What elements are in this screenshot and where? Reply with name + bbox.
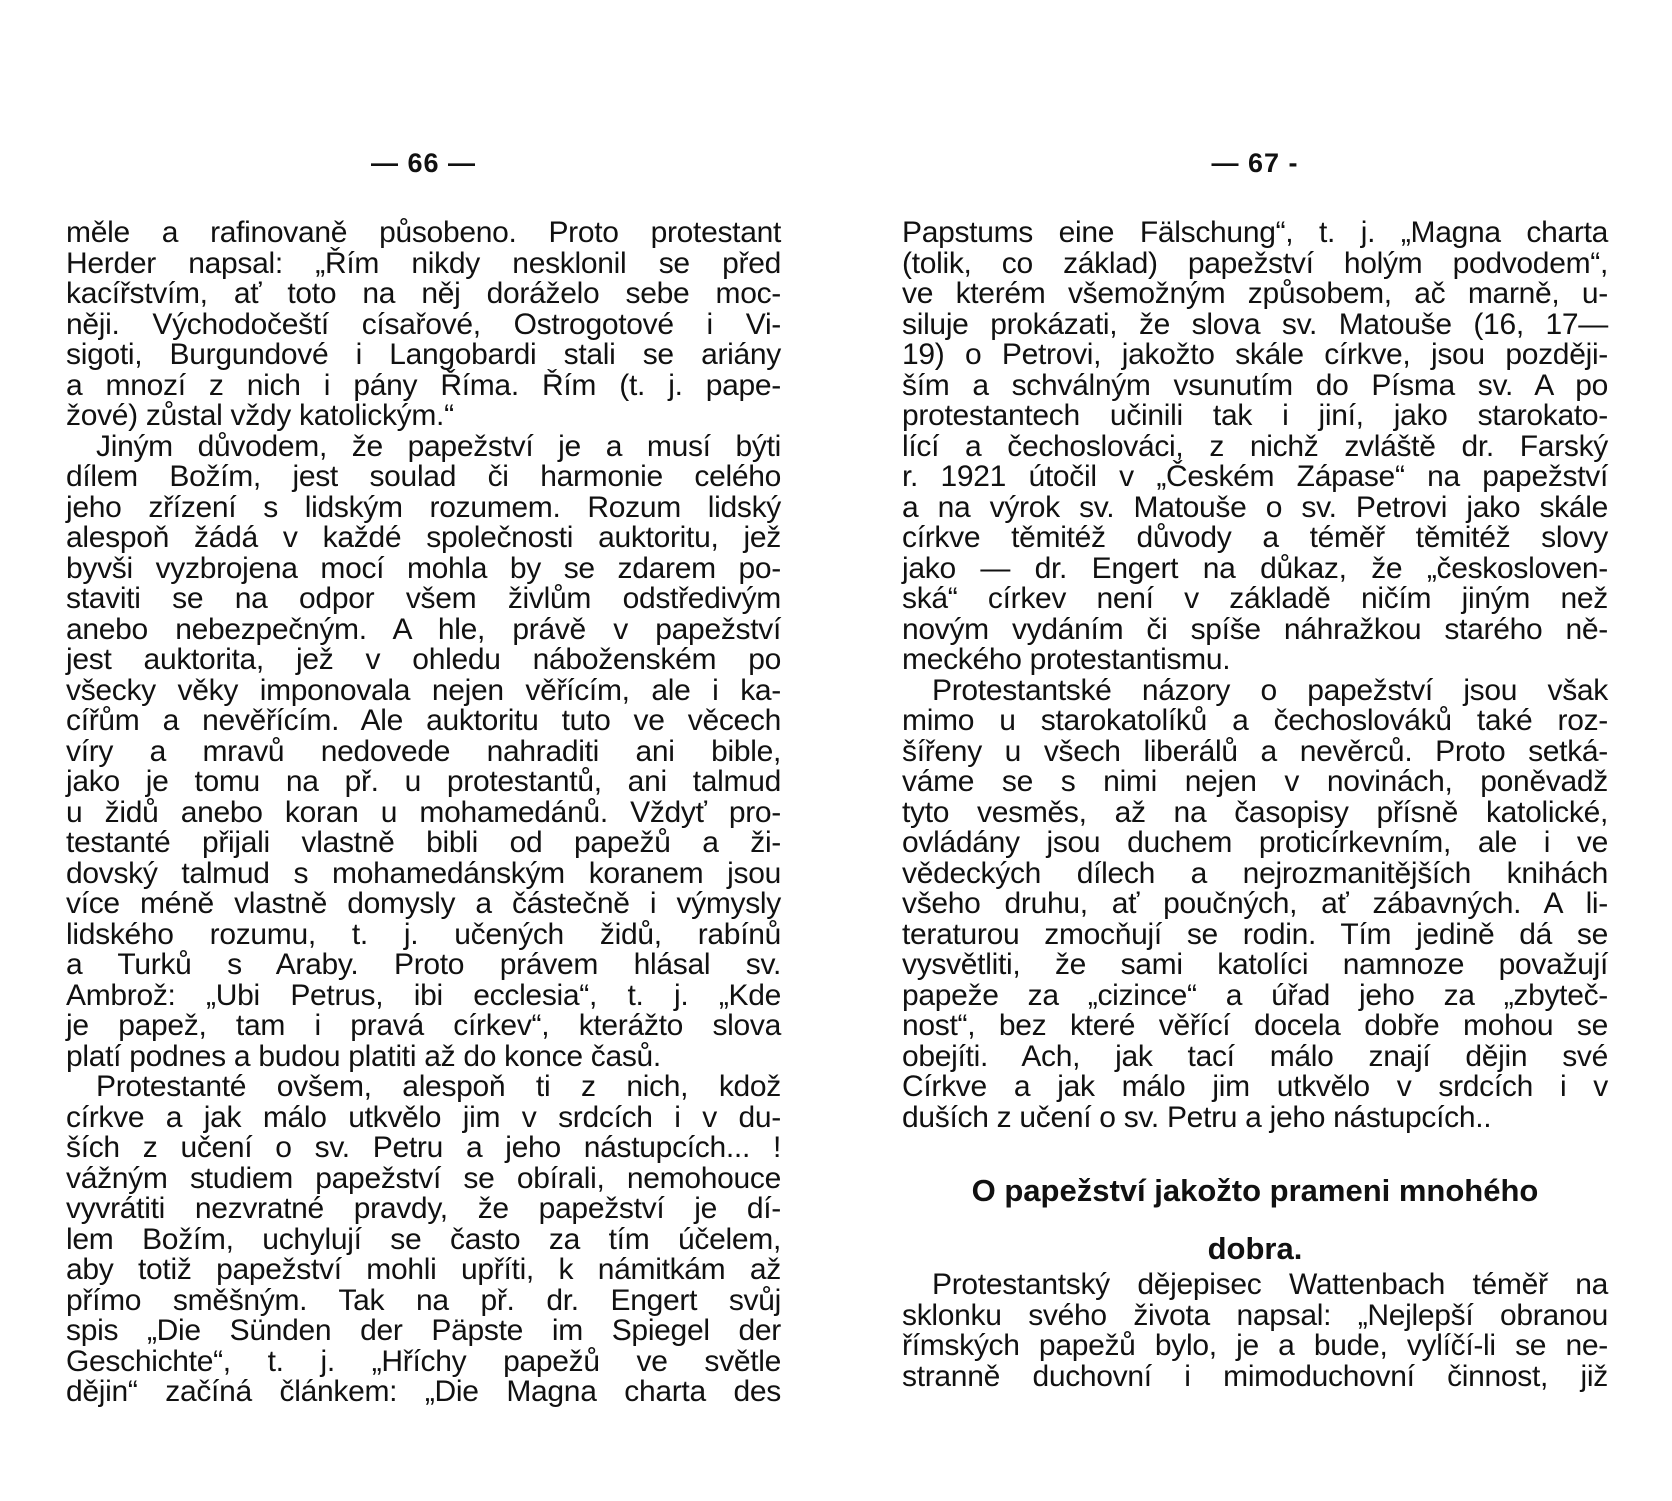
text-line: anebo nebezpečným. A hle, právě v papežství	[66, 612, 781, 646]
text-line: církve a jak málo utkvělo jim v srdcích i v du-	[66, 1100, 781, 1134]
text-line: stranně duchovní i mimoduchovní činnost, již	[902, 1359, 1608, 1393]
text-line: lidského rozumu, t. j. učených židů, rabínů	[66, 917, 781, 951]
text-line: Církve a jak málo jim utkvělo v srdcích i v	[902, 1070, 1608, 1103]
text-line: dílem Božím, jest soulad či harmonie celého	[66, 460, 781, 493]
text-line: šířeny u všech liberálů a nevěrců. Proto setká-	[902, 734, 1608, 768]
text-line: obejíti. Ach, jak tací málo znají dějin své	[902, 1039, 1608, 1073]
text-line: jako je tomu na př. u protestantů, ani talmud	[66, 765, 781, 798]
text-line: Ambrož: „Ubi Petrus, ibi ecclesia“, t. j. „Kde	[66, 978, 781, 1012]
text-line: teraturou zmocňují se rodin. Tím jedině dá se	[902, 917, 1608, 951]
text-line: siluje prokázati, že slova sv. Matouše (16, 17—	[902, 307, 1608, 341]
text-line: protestantech učinili tak i jiní, jako starokato-	[902, 399, 1608, 432]
text-line: nost“, bez které věřící docela dobře mohou se	[902, 1009, 1608, 1042]
text-line: ská“ církev není v základě ničím jiným než	[902, 582, 1608, 615]
text-line: cířům a nevěřícím. Ale auktoritu tuto ve věcech	[66, 704, 781, 737]
text-line: Protestantský dějepisec Wattenbach téměř na	[932, 1268, 1608, 1301]
text-line: 19) o Petrovi, jakožto skále církve, jsou později-	[902, 338, 1608, 371]
text-line: Geschichte“, t. j. „Hříchy papežů ve světle	[66, 1344, 781, 1378]
text-line: sklonku svého života napsal: „Nejlepší obranou	[902, 1298, 1608, 1332]
text-line: vážným studiem papežství se obírali, nemohouce	[66, 1161, 781, 1195]
text-line: r. 1921 útočil v „Českém Zápase“ na papežství	[902, 460, 1608, 493]
text-line: alespoň žádá v každé společnosti auktoritu, jež	[66, 521, 781, 554]
text-line: Papstums eine Fälschung“, t. j. „Magna charta	[902, 216, 1608, 249]
text-line: novým vydáním či spíše náhražkou starého ně-	[902, 612, 1608, 646]
text-line: církve těmitéž důvody a téměř těmitéž slovy	[902, 521, 1608, 554]
text-line: dovský talmud s mohamedánským koranem jsou	[66, 856, 781, 890]
text-line: jako — dr. Engert na důkaz, že „českosloven-	[902, 551, 1608, 585]
text-line: spis „Die Sünden der Päpste im Spiegel der	[66, 1314, 781, 1347]
section-heading	[902, 1162, 1608, 1278]
text-line: jest auktorita, jež v ohledu náboženském po	[66, 643, 781, 676]
text-line: je papež, tam i pravá církev“, kterážto slova	[66, 1009, 781, 1042]
text-line: papeže za „cizince“ a úřad jeho za „zbyteč-	[902, 978, 1608, 1012]
text-line: všecky věky imponovala nejen věřícím, ale i ka-	[66, 673, 781, 707]
text-line: lem Božím, uchylují se často za tím účelem,	[66, 1222, 781, 1256]
text-line: jeho zřízení s lidským rozumem. Rozum lidský	[66, 490, 781, 524]
text-line: více méně vlastně domysly a částečně i výmysly	[66, 887, 781, 920]
text-line: kacířstvím, ať toto na něj doráželo sebe moc-	[66, 277, 781, 310]
text-line: váme se s nimi nejen v novinách, poněvadž	[902, 765, 1608, 798]
text-line: a Turků s Araby. Proto právem hlásal sv.	[66, 948, 781, 981]
text-line: přímo směšným. Tak na př. dr. Engert svůj	[66, 1283, 781, 1317]
text-line: vysvětliti, že sami katolíci namnoze považují	[902, 948, 1608, 981]
text-line: (tolik, co základ) papežství holým podvodem“,	[902, 246, 1608, 280]
text-line: ších z učení o sv. Petru a jeho nástupcích... !	[66, 1131, 781, 1164]
text-line: platí podnes a budou platiti až do konce časů.	[66, 1039, 661, 1073]
text-line: staviti se na odpor všem živlům odstředivým	[66, 582, 781, 615]
text-line: ovládány jsou duchem proticírkevním, ale i ve	[902, 826, 1608, 859]
text-line: lící a čechoslováci, z nichž zvláště dr. Farský	[902, 429, 1608, 463]
page-number-left: — 66 —	[370, 148, 477, 178]
text-line: žové) zůstal vždy katolickým.“	[66, 399, 454, 432]
right-page-text	[902, 218, 1608, 1133]
text-line: dějin“ začíná článkem: „Die Magna charta des	[66, 1375, 781, 1408]
text-line: Jiným důvodem, že papežství je a musí býti	[96, 429, 781, 463]
text-line: víry a mravů nedovede nahraditi ani bible,	[66, 734, 781, 768]
text-line: u židů anebo koran u mohamedánů. Vždyť pro-	[66, 795, 781, 829]
heading-line: dobra.	[1207, 1231, 1303, 1266]
left-page-text	[66, 218, 781, 1408]
text-line: testanté přijali vlastně bibli od papežů a ži-	[66, 826, 781, 859]
text-line: všeho druhu, ať poučných, ať zábavných. A li-	[902, 887, 1608, 920]
text-line: římských papežů bylo, je a bude, vylíčí-li se ne-	[902, 1329, 1608, 1362]
text-line: sigoti, Burgundové i Langobardi stali se ariány	[66, 338, 781, 371]
heading-line: O papežství jakožto prameni mnohého	[971, 1173, 1539, 1208]
text-line: meckého protestantismu.	[902, 643, 1231, 676]
text-line: duších z učení o sv. Petru a jeho nástupcích..	[902, 1100, 1492, 1134]
page-number-right: — 67 -	[1211, 148, 1299, 178]
text-line: ve kterém všemožným způsobem, ač marně, u-	[902, 277, 1608, 310]
text-line: aby totiž papežství mohli upříti, k námitkám až	[66, 1253, 781, 1286]
text-line: ším a schválným vsunutím do Písma sv. A po	[902, 368, 1608, 402]
text-line: vyvrátiti nezvratné pravdy, že papežství je dí-	[66, 1192, 781, 1225]
text-line: a na výrok sv. Matouše o sv. Petrovi jako skále	[902, 490, 1608, 524]
text-line: vědeckých dílech a nejrozmanitějších knihách	[902, 856, 1608, 890]
text-line: Herder napsal: „Řím nikdy nesklonil se před	[66, 246, 781, 280]
text-line: Protestanté ovšem, alespoň ti z nich, kdož	[96, 1070, 781, 1103]
text-line: a mnozí z nich i pány Říma. Řím (t. j. pape-	[66, 368, 781, 402]
text-line: mimo u starokatolíků a čechoslováků také roz-	[902, 704, 1608, 737]
text-line: Protestantské názory o papežství jsou však	[932, 673, 1608, 707]
text-line: tyto vesměs, až na časopisy přísně katolické,	[902, 795, 1608, 829]
right-page-text-continued	[902, 1270, 1608, 1392]
text-line: byvši vyzbrojena mocí mohla by se zdarem po-	[66, 551, 781, 585]
text-line: měle a rafinovaně působeno. Proto protestant	[66, 216, 781, 249]
text-line: něji. Východočeští císařové, Ostrogotové i Vi-	[66, 307, 781, 341]
